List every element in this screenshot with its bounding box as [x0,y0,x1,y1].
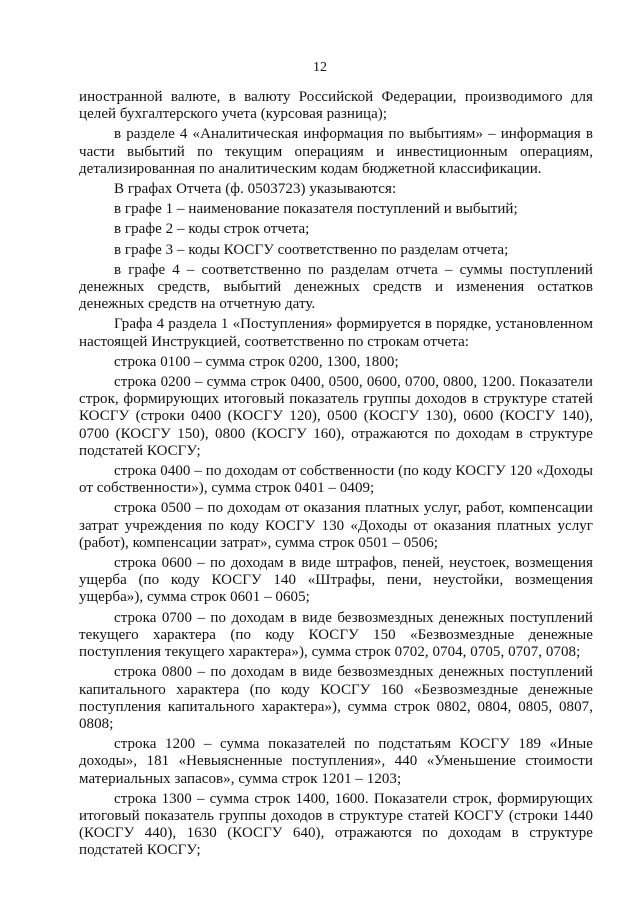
paragraph-currency-difference: иностранной валюте, в валюту Российской Федерации, производимого для целей бухгалтерского учета (курсовая разница); [79,89,593,123]
paragraph-column-1: в графе 1 – наименование показателя поступлений и выбытий; [114,201,518,218]
paragraph-line-0200: строка 0200 – сумма строк 0400, 0500, 0600, 0700, 0800, 1200. Показатели строк, формирующих итоговый показатель группы доходов в структуре статей КОСГУ (строки 0400 (КОСГУ 120), 0500 (КОСГУ 130), 0600 (КОСГУ 140), 0700 (КОСГУ 150), 0800 (КОСГУ 160), отражаются по доходам в структуре подстатей КОСГУ; [79,374,593,459]
paragraph-line-1200: строка 1200 – сумма показателей по подстатьям КОСГУ 189 «Иные доходы», 181 «Невыясненные поступления», 440 «Уменьшение стоимости материальных запасов», сумма строк 1201 – 1203; [79,736,593,787]
paragraph-line-0600: строка 0600 – по доходам в виде штрафов, пеней, неустоек, возмещения ущерба (по коду КОСГУ 140 «Штрафы, пени, неустойки, возмещения ущерба»), сумма строк 0601 – 0605; [79,555,593,606]
paragraph-report-columns-intro: В графах Отчета (ф. 0503723) указываются: [114,181,397,198]
page-number: 12 [313,60,327,75]
paragraph-line-0800: строка 0800 – по доходам в виде безвозмездных денежных поступлений капитального характера (по коду КОСГУ 160 «Безвозмездные денежные поступления капитального характера»), сумма строк 0802, 0804, 0805, 0807, 0808; [79,664,593,732]
paragraph-line-0400: строка 0400 – по доходам от собственности (по коду КОСГУ 120 «Доходы от собственности»), сумма строк 0401 – 0409; [79,463,593,497]
paragraph-column-4: в графе 4 – соответственно по разделам отчета – суммы поступлений денежных средств, выбытий денежных средств и изменения остатков денежных средств на отчетную дату. [79,261,593,313]
paragraph-section-4: в разделе 4 «Аналитическая информация по выбытиям» – информация в части выбытий по текущим операциям и инвестиционным операциям, детализированная по аналитическим кодам бюджетной классификации. [79,126,593,177]
paragraph-column-3: в графе 3 – коды КОСГУ соответственно по разделам отчета; [114,241,509,258]
document-body [79,89,593,863]
paragraph-line-0100: строка 0100 – сумма строк 0200, 1300, 1800; [114,353,399,370]
paragraph-line-0700: строка 0700 – по доходам в виде безвозмездных денежных поступлений текущего характера (по коду КОСГУ 150 «Безвозмездные денежные поступления текущего характера»), сумма строк 0702, 0704, 0705, 0707, 0708; [79,609,593,661]
paragraph-line-1300: строка 1300 – сумма строк 1400, 1600. Показатели строк, формирующих итоговый показатель группы доходов в структуре статей КОСГУ (строки 1440 (КОСГУ 440), 1630 (КОСГУ 640), отражаются по доходам в структуре подстатей КОСГУ; [79,790,593,859]
paragraph-section-1-column-4: Графа 4 раздела 1 «Поступления» формируется в порядке, установленном настоящей Инструкцией, соответственно по строкам отчета: [79,316,593,350]
paragraph-line-0500: строка 0500 – по доходам от оказания платных услуг, работ, компенсации затрат учреждения по коду КОСГУ 130 «Доходы от оказания платных услуг (работ), компенсации затрат», сумма строк 0501 – 0506; [79,500,593,551]
paragraph-column-2: в графе 2 – коды строк отчета; [114,221,310,238]
